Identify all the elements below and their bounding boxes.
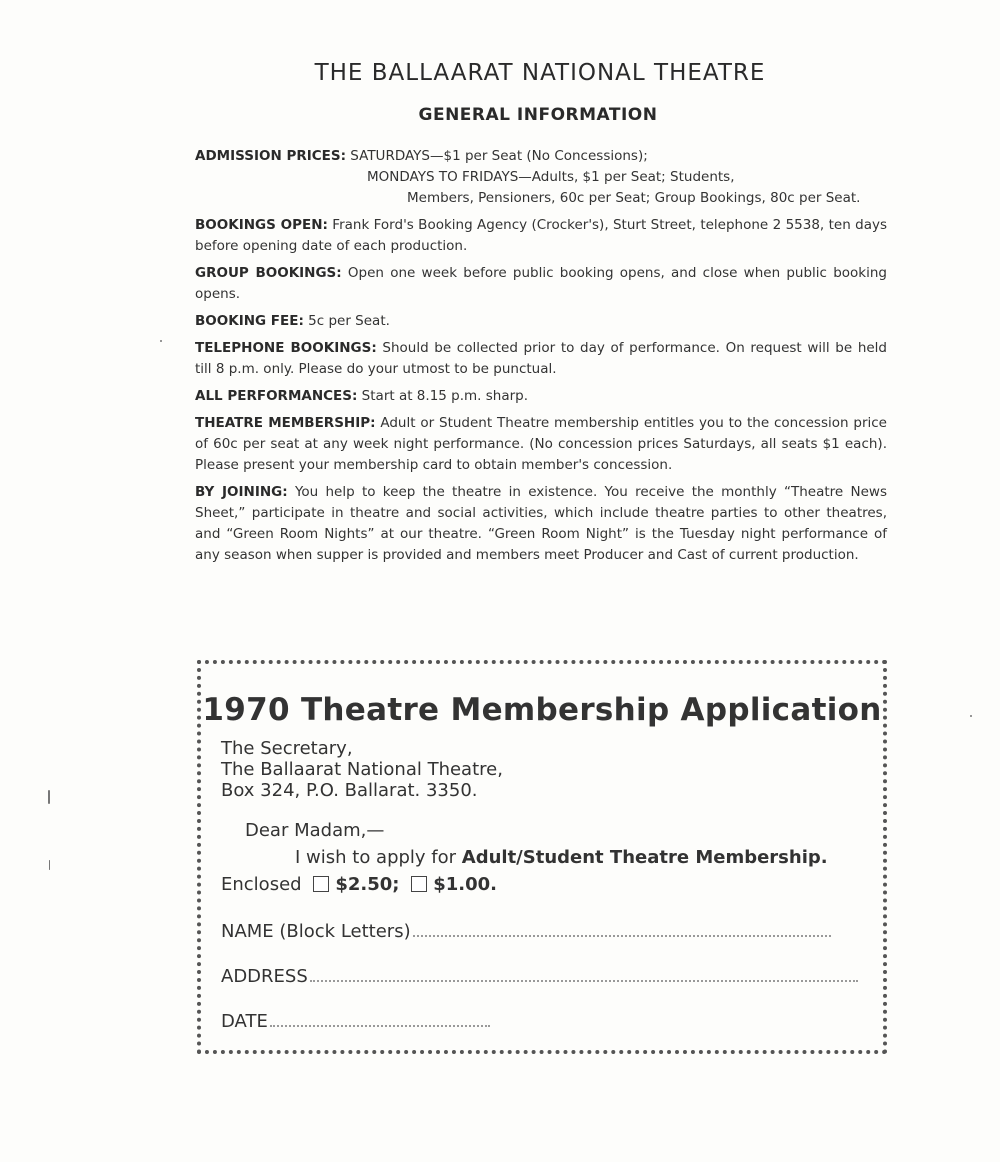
recipient-address xyxy=(221,738,503,801)
wish-text: I wish to apply for xyxy=(295,847,462,868)
enclosed-label: Enclosed xyxy=(221,874,302,895)
admission-weekdays-cont: Members, Pensioners, 60c per Seat; Group Bookings, 80c per Seat. xyxy=(407,190,861,206)
telephone-bookings-entry xyxy=(195,338,887,380)
admission-weekdays: MONDAYS TO FRIDAYS—Adults, $1 per Seat; Students, xyxy=(367,169,735,185)
adult-fee-option: $2.50; xyxy=(335,874,400,895)
name-input-line[interactable] xyxy=(413,934,831,937)
student-fee-option: $1.00. xyxy=(433,874,497,895)
date-input-line[interactable] xyxy=(270,1024,490,1027)
bookings-open-label: BOOKINGS OPEN: xyxy=(195,217,328,233)
bookings-open-entry xyxy=(195,215,887,257)
group-bookings-label: GROUP BOOKINGS: xyxy=(195,265,342,281)
group-bookings-entry xyxy=(195,263,887,305)
membership-type: Adult/Student Theatre Membership. xyxy=(461,847,828,868)
telephone-bookings-text: Should be collected prior to day of performance. On request will be held till 8 p.m. only. Please do your utmost to be punctual. xyxy=(195,340,887,377)
admission-prices-entry xyxy=(195,146,887,209)
scan-mark xyxy=(48,790,50,804)
bookings-open-text: Frank Ford's Booking Agency (Crocker's), Sturt Street, telephone 2 5538, ten days before opening date of each production. xyxy=(195,217,887,254)
adult-fee-checkbox[interactable] xyxy=(313,876,329,892)
all-performances-entry xyxy=(195,386,887,407)
page-title: THE BALLAARAT NATIONAL THEATRE xyxy=(314,60,766,86)
scan-mark xyxy=(970,715,972,717)
membership-application-form xyxy=(197,660,887,1054)
application-statement xyxy=(295,847,861,868)
all-performances-text: Start at 8.15 p.m. sharp. xyxy=(357,388,529,404)
theatre-membership-label: THEATRE MEMBERSHIP: xyxy=(195,415,376,431)
booking-fee-label: BOOKING FEE: xyxy=(195,313,304,329)
date-label: DATE xyxy=(221,1011,268,1032)
name-field xyxy=(221,921,831,942)
booking-fee-text: 5c per Seat. xyxy=(303,313,390,329)
group-bookings-text: Open one week before public booking opens, and close when public booking opens. xyxy=(195,265,887,302)
scan-mark xyxy=(160,340,162,342)
all-performances-label: ALL PERFORMANCES: xyxy=(195,388,358,404)
by-joining-text: You help to keep the theatre in existence. You receive the monthly “Theatre News Sheet,” participate in theatre and social activities, which include theatre parties to other theatres, and “Green Room Nights” at our theatre. “Green Room Night” is the Tuesday night performance of any season when supper is provided and members meet Producer and Cast of current production. xyxy=(195,484,887,563)
address-line: The Ballaarat National Theatre, xyxy=(221,759,503,780)
admission-prices-label: ADMISSION PRICES: xyxy=(195,148,347,164)
salutation: Dear Madam,— xyxy=(245,820,385,841)
address-input-line[interactable] xyxy=(310,979,858,982)
page-subtitle: GENERAL INFORMATION xyxy=(418,105,658,125)
telephone-bookings-label: TELEPHONE BOOKINGS: xyxy=(195,340,377,356)
admission-saturdays: SATURDAYS—$1 per Seat (No Concessions); xyxy=(346,148,648,164)
booking-fee-entry xyxy=(195,311,887,332)
theatre-membership-text: Adult or Student Theatre membership entitles you to the concession price of 60c per seat at any week night performance. (No concession prices Saturdays, all seats $1 each). Please present your membership card to obtain member's concession. xyxy=(195,415,887,473)
address-line: Box 324, P.O. Ballarat. 3350. xyxy=(221,780,478,801)
by-joining-entry xyxy=(195,482,887,566)
date-field xyxy=(221,1011,490,1032)
enclosed-payment xyxy=(221,874,497,895)
address-label: ADDRESS xyxy=(221,966,308,987)
scan-mark xyxy=(49,860,50,870)
theatre-membership-entry xyxy=(195,413,887,476)
by-joining-label: BY JOINING: xyxy=(195,484,288,500)
general-information xyxy=(195,146,887,572)
name-label: NAME (Block Letters) xyxy=(221,921,411,942)
address-line: The Secretary, xyxy=(221,738,353,759)
form-title: 1970 Theatre Membership Application xyxy=(202,692,882,728)
student-fee-checkbox[interactable] xyxy=(411,876,427,892)
address-field xyxy=(221,966,858,987)
